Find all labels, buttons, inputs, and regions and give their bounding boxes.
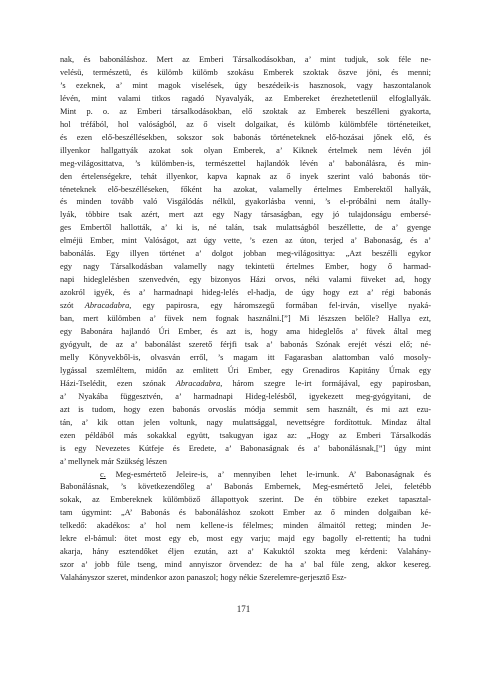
text-line: sokak, az Embereknek külömböző állapottyok szerint. De én többire ezeket tapasztal- xyxy=(60,495,431,505)
text-line: lévén, mint valami titkos ragadó Nyavalyák, az Embereket érezhetetlenül elfoglallyák. xyxy=(60,93,431,103)
text-line: nak, és babonáláshoz. Mert az Emberi Társalkodásokban, a’ mint tudjuk, sok féle ne- xyxy=(60,55,431,64)
text-line: lyák, többire tsak azért, mert azt egy Nagy társaságban, egy jó tulajdonságu embersé- xyxy=(60,210,431,220)
text-line: azt is tudom, hogy ezen babonás orvoslás módja semmit sem használt, és mi azt ezu- xyxy=(60,404,431,414)
text-line: egy Babonára hajlandó Úri Ember, és azt is, hogy ama hideglelős a’ füvek által meg xyxy=(60,327,431,337)
page-number: 171 xyxy=(236,604,251,614)
body-text xyxy=(60,54,431,585)
text-line: és ezen elő-beszéllésekben, sokszor sok babonás történeteknek elő-hozásai jőnek elő, és xyxy=(60,132,431,142)
text-line: Babonálásnak, ’s következendőleg a’ Babonás Embernek, Meg-esmértető Jelei, feletébb xyxy=(60,482,431,492)
text-line: tam úgymint: „A’ Babonás és babonáláshoz szokott Ember az ő minden dolgaiban ké- xyxy=(60,508,431,518)
text-line: Mint p. o. az Emberi társalkodásokban, elő szoktak az Emberek beszélleni gyakorta, xyxy=(60,106,431,116)
text-line: melly Könyvekből-is, olvasván erről, ’s magam itt Fagarasban alattomban való mosoly- xyxy=(60,352,431,362)
text-line: ’s ezeknek, a’ mint magok viselések, úgy beszédeik-is hasznosok, vagy haszontalanok xyxy=(60,80,431,90)
text-line: c. Meg-esmértető Jeleire-is, a’ mennyiben lehet le-irnunk. A’ Babonaságnak és xyxy=(100,469,431,479)
text-line: babonálás. Egy illyen történet a’ dolgot jobban meg-világosittya: „Azt beszélli egykor xyxy=(60,249,431,259)
text-line: den értelenségekre, tehát illyenkor, kapva kapnak az ő inyek szerint való babonás tör- xyxy=(60,171,431,181)
text-line: meg-világosittatva, ’s külömben-is, természettel hajlandók lévén a’ babonálásra, és min- xyxy=(60,158,431,168)
text-line: szót Abracadabra, egy papirosra, egy háromszegű formában fel-irván, visellye nyaká- xyxy=(60,301,431,311)
text-line: téneteknek elő-beszélléseken, főként ha azokat, valamelly értelmes Emberektől hallyák, xyxy=(60,184,431,194)
text-line: gyógyult, de az a’ babonálást szerető férjfi tsak a’ babonás Szónak erejét vészi elő; né- xyxy=(60,339,431,349)
text-line: lygással szemléltem, midőn az emlitett Úri Ember, egy Grenadiros Kapitány Úrnak egy xyxy=(60,365,431,375)
text-line: a’ mellynek már Szükség lészen xyxy=(60,456,167,466)
text-line: ban, mert külömben a’ füvek nem fognak használni.[”] Mi lészszen belőle? Hallya ezt, xyxy=(60,314,431,324)
section-marker: c. xyxy=(100,469,106,479)
text-line: Valahányszor szeret, mindenkor azon panaszol; hogy nékie Szerelemre-gerjesztő Esz- xyxy=(60,573,347,583)
text-line: és minden tovább való Visgálódás nélkül, gyakorlásba venni, ’s el-próbálni nem átally- xyxy=(60,197,431,207)
text-line: hol tréfából, hol valóságból, az ő viselt dolgaikat, és külömb külömbféle történeteiket, xyxy=(60,119,431,129)
text-line: akarja, hány esztendőket éljen ezután, azt a’ Kakuktól szokta meg kérdeni: Valahány- xyxy=(60,547,431,557)
text-line: azokról igyék, és a’ harmadnapi hideg-lelés el-hadja, de úgy hogy ezt a’ régi babonás xyxy=(60,288,431,298)
text-line: szor a’ jobb füle tseng, mind annyiszor örvendez: de ha a’ bal füle zeng, akkor kesereg. xyxy=(60,560,431,570)
text-line: Házi-Tselédit, ezen szónak Abracadabra, három szegre le-irt formájával, egy papirosban, xyxy=(60,378,431,388)
paragraph-2 xyxy=(60,469,431,586)
text-line: ezen példából más sokakkal együtt, tsakugyan igaz az: „Hogy az Emberi Társalkodás xyxy=(60,430,431,440)
text-line: ges Embertől hallották, a’ ki is, né talán, tsak mulattságból beszéllette, de a’ gyenge xyxy=(60,223,431,233)
paragraph-1 xyxy=(60,54,431,469)
text-line: a’ Nyakába függesztvén, a’ harmadnapi Hideg-lelésből, igyekezett meg-gyógyitani, de xyxy=(60,391,431,401)
text-line: egy nagy Társalkodásban valamelly nagy tekintetü értelmes Ember, hogy ő harmad- xyxy=(60,262,431,272)
text-line: napi hideglelésben szenvedvén, egy bizonyos Házi orvos, néki valami füveket ad, hogy xyxy=(60,275,431,285)
text-line: telkedő: akadékos: a’ hol nem kellene-is félelmes; minden álmaitól retteg; minden Je- xyxy=(60,521,431,531)
text-line: velésü, természetü, és külömb külömb szokásu Emberek szoktak öszve jöni, és menni; xyxy=(60,67,431,77)
text-line: lekre el-bámul: ötet most egy eb, most egy varju; majd egy bagolly el-rettenti; ha tudni xyxy=(60,534,431,544)
text-line: illyenkor hallgattyák azokat sok olyan Emberek, a’ Kiknek értelmek nem lévén jól xyxy=(60,145,431,155)
text-line: tán, a’ kik ottan jelen voltunk, nagy mulattsággal, nevettségre fordítottuk. Mindaz által xyxy=(60,417,431,427)
text-line: is egy Nevezetes Kútfeje és Eredete, a’ Babonaságnak és a’ babonálásnak,[”] úgy mint xyxy=(60,443,431,453)
text-line: elméjü Ember, mint Valóságot, azt úgy vette, ’s ezen az úton, terjed a’ Babonaság, és a’ xyxy=(60,236,431,246)
